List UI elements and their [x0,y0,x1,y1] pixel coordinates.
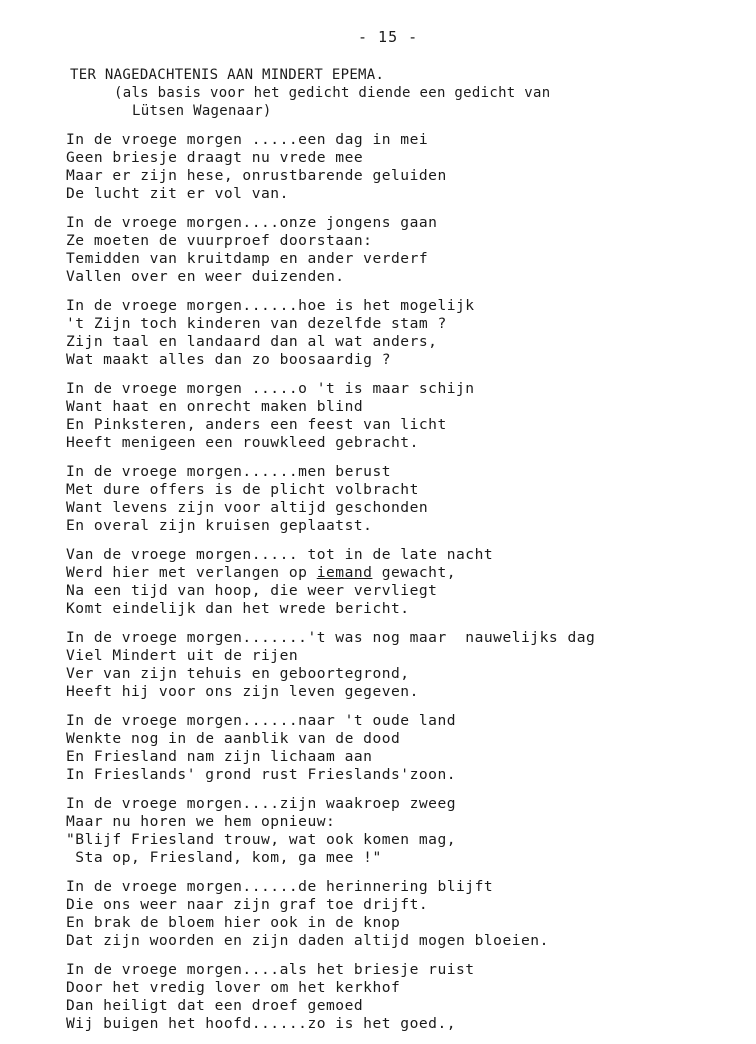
poem-line: Wat maakt alles dan zo boosaardig ? [66,351,392,368]
poem-line: Wenkte nog in de aanblik van de dood [66,730,401,747]
poem-line: En brak de bloem hier ook in de knop [66,914,401,931]
poem-line: In de vroege morgen....zijn waakroep zweeg [66,795,457,812]
poem-line: In de vroege morgen......naar 't oude land [66,712,457,729]
poem-line: En Pinksteren, anders een feest van licht [66,416,447,433]
poem-line: Wij buigen het hoofd......zo is het goed., [66,1015,457,1032]
poem-body [66,131,746,1044]
poem-line: In de vroege morgen .....een dag in mei [66,131,429,148]
stanza [66,712,746,784]
stanza [66,629,746,701]
poem-line: Die ons weer naar zijn graf toe drijft. [66,896,429,913]
stanza [66,463,746,535]
poem-line: Heeft menigeen een rouwkleed gebracht. [66,434,419,451]
poem-line: De lucht zit er vol van. [66,185,289,202]
poem-line: Viel Mindert uit de rijen [66,647,299,664]
poem-line: Komt eindelijk dan het wrede bericht. [66,600,410,617]
underlined-word: iemand [316,564,373,581]
poem-line: Maar er zijn hese, onrustbarende geluiden [66,167,447,184]
stanza [66,214,746,286]
poem-line: Want levens zijn voor altijd geschonden [66,499,429,516]
poem-line: Zijn taal en landaard dan al wat anders, [66,333,438,350]
poem-line: Sta op, Friesland, kom, ga mee !" [66,849,382,866]
poem-line: Vallen over en weer duizenden. [66,268,345,285]
poem-line: Temidden van kruitdamp en ander verderf [66,250,429,267]
poem-source-note-line-2: Lütsen Wagenaar) [132,103,272,119]
poem-line: Dat zijn woorden en zijn daden altijd mogen bloeien. [66,932,549,949]
stanza [66,961,746,1033]
stanza [66,297,746,369]
poem-title: TER NAGEDACHTENIS AAN MINDERT EPEMA. [70,67,385,83]
page-number: - 15 - [358,28,419,46]
poem-line: Met dure offers is de plicht volbracht [66,481,419,498]
poem-line: In de vroege morgen.......'t was nog maar nauwelijks dag [66,629,596,646]
poem-line: En overal zijn kruisen geplaatst. [66,517,373,534]
poem-line: Dan heiligt dat een droef gemoed [66,997,364,1014]
poem-line: In de vroege morgen......hoe is het mogelijk [66,297,475,314]
poem-line: In Frieslands' grond rust Frieslands'zoon. [66,766,457,783]
stanza [66,380,746,452]
stanza [66,795,746,867]
poem-line: 't Zijn toch kinderen van dezelfde stam ? [66,315,447,332]
poem-line: In de vroege morgen......men berust [66,463,392,480]
poem-line: Heeft hij voor ons zijn leven gegeven. [66,683,419,700]
poem-line: Na een tijd van hoop, die weer vervliegt [66,582,438,599]
poem-line-underlined: Werd hier met verlangen op iemand gewacht, [66,564,457,581]
poem-line: Door het vredig lover om het kerkhof [66,979,401,996]
poem-line: In de vroege morgen .....o 't is maar schijn [66,380,475,397]
poem-line: Van de vroege morgen..... tot in de late nacht [66,546,494,563]
poem-line: Ze moeten de vuurproef doorstaan: [66,232,373,249]
stanza [66,546,746,618]
stanza [66,131,746,203]
poem-line: In de vroege morgen....als het briesje ruist [66,961,475,978]
poem-line: "Blijf Friesland trouw, wat ook komen mag, [66,831,457,848]
poem-line: In de vroege morgen....onze jongens gaan [66,214,438,231]
poem-line: In de vroege morgen......de herinnering blijft [66,878,494,895]
poem-source-note-line-1: (als basis voor het gedicht diende een gedicht van [114,85,551,101]
stanza [66,878,746,950]
poem-line: Want haat en onrecht maken blind [66,398,364,415]
poem-line: Maar nu horen we hem opnieuw: [66,813,336,830]
poem-line: En Friesland nam zijn lichaam aan [66,748,373,765]
poem-header [70,66,550,120]
poem-line: Ver van zijn tehuis en geboortegrond, [66,665,410,682]
poem-line: Geen briesje draagt nu vrede mee [66,149,364,166]
